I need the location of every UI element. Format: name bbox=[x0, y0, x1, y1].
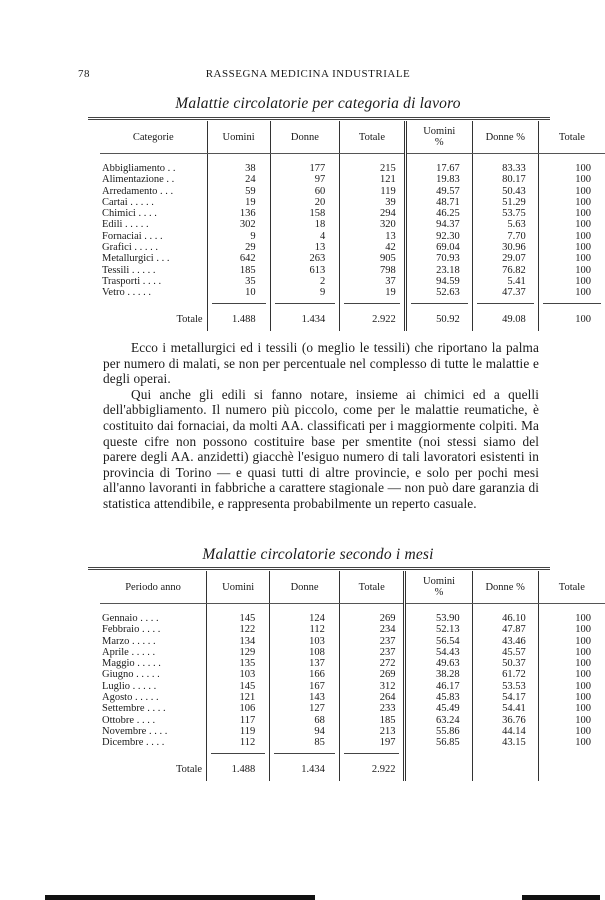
col-header-donne-pct-label: Donne % bbox=[485, 581, 525, 593]
col-header-periodo: Periodo anno bbox=[100, 571, 207, 604]
cell-totale: 197 bbox=[339, 737, 405, 748]
cell-donne: 167 bbox=[270, 681, 340, 692]
cell-uomini-pct: 19.83 bbox=[405, 174, 472, 185]
cell-uomini-pct: 56.54 bbox=[405, 636, 472, 647]
cell-donne-pct: 76.82 bbox=[472, 265, 538, 276]
cell-donne-pct: 50.43 bbox=[472, 186, 538, 197]
cell-totale: 237 bbox=[339, 636, 405, 647]
cell-donne: 112 bbox=[270, 624, 340, 635]
cell-uomini-pct: 46.25 bbox=[405, 208, 472, 219]
cell-uomini-pct: 17.67 bbox=[405, 154, 472, 175]
cell-donne-pct: 43.15 bbox=[472, 737, 538, 748]
table-row bbox=[100, 219, 605, 230]
cell-donne-pct: 7.70 bbox=[472, 231, 538, 242]
total-totale: 2.922 bbox=[340, 299, 406, 331]
cell-uomini-pct: 70.93 bbox=[405, 253, 472, 264]
row-label: Giugno . . . . . bbox=[102, 669, 160, 681]
cell-totale: 215 bbox=[340, 154, 406, 175]
cell-totale-pct: 100 bbox=[538, 726, 605, 737]
cell-totale-pct: 100 bbox=[538, 658, 605, 669]
col-header-uomini-pct bbox=[405, 571, 472, 604]
cell-totale-pct: 100 bbox=[538, 692, 605, 703]
cell-uomini-pct: 49.63 bbox=[405, 658, 472, 669]
cell-donne-pct: 47.87 bbox=[472, 624, 538, 635]
cell-totale-pct: 100 bbox=[538, 208, 605, 219]
cell-donne-pct: 54.41 bbox=[472, 703, 538, 714]
cell-donne-pct: 53.53 bbox=[472, 681, 538, 692]
total-uomini: 1.488 bbox=[207, 299, 270, 331]
cell-totale-pct: 100 bbox=[538, 265, 605, 276]
cell-uomini-pct: 46.17 bbox=[405, 681, 472, 692]
col-header-donne-pct bbox=[472, 571, 538, 604]
cell-donne: 97 bbox=[270, 174, 340, 185]
cell-donne-pct: 61.72 bbox=[472, 669, 538, 680]
cell-donne: 124 bbox=[270, 604, 340, 625]
col-header-categorie: Categorie bbox=[100, 121, 207, 154]
col-header-donne-pct-label: Donne % bbox=[485, 131, 525, 143]
cell-totale: 39 bbox=[340, 197, 406, 208]
cell-uomini-pct: 45.49 bbox=[405, 703, 472, 714]
cell-totale-pct: 100 bbox=[538, 253, 605, 264]
cell-uomini: 121 bbox=[207, 692, 270, 703]
cell-totale: 13 bbox=[340, 231, 406, 242]
total-totale-pct: 100 bbox=[538, 299, 605, 331]
cell-totale: 233 bbox=[339, 703, 405, 714]
cell-uomini: 145 bbox=[207, 681, 270, 692]
cell-uomini-pct: 55.86 bbox=[405, 726, 472, 737]
row-label: Cartai . . . . . bbox=[102, 196, 154, 208]
cell-totale: 37 bbox=[340, 276, 406, 287]
row-label: Vetro . . . . . bbox=[102, 287, 151, 299]
cell-uomini-pct: 52.13 bbox=[405, 624, 472, 635]
table-row bbox=[100, 265, 605, 276]
cell-totale-pct: 100 bbox=[538, 174, 605, 185]
cell-donne: 166 bbox=[270, 669, 340, 680]
cell-uomini: 35 bbox=[207, 276, 270, 287]
cell-totale-pct: 100 bbox=[538, 186, 605, 197]
cell-totale-pct: 100 bbox=[538, 681, 605, 692]
cell-uomini-pct: 52.63 bbox=[405, 287, 472, 298]
row-label: Marzo . . . . . bbox=[102, 635, 156, 647]
table-row bbox=[100, 174, 605, 185]
table-row bbox=[100, 658, 605, 669]
row-label: Fornaciai . . . . bbox=[102, 230, 163, 242]
cell-donne: 85 bbox=[270, 737, 340, 748]
cell-donne-pct: 54.17 bbox=[472, 692, 538, 703]
table-row bbox=[100, 624, 605, 635]
row-label: Trasporti . . . . bbox=[102, 275, 162, 287]
col-header-uomini: Uomini bbox=[207, 121, 270, 154]
cell-donne-pct: 53.75 bbox=[472, 208, 538, 219]
row-label: Edili . . . . . bbox=[102, 219, 149, 231]
table-row bbox=[100, 692, 605, 703]
cell-uomini: 134 bbox=[207, 636, 270, 647]
table-row bbox=[100, 154, 605, 175]
cell-uomini-pct: 63.24 bbox=[405, 715, 472, 726]
paragraph-1: Ecco i metallurgici ed i tessili (o meglio le tessili) che riportano la palma per numero di malati, se non per percentuale nel complesso di tutte le malattie e degli operai. bbox=[103, 340, 539, 387]
row-label: Dicembre . . . . bbox=[102, 737, 165, 749]
cell-totale-pct: 100 bbox=[538, 242, 605, 253]
cell-totale-pct: 100 bbox=[538, 231, 605, 242]
cell-donne: 13 bbox=[270, 242, 340, 253]
cell-totale-pct: 100 bbox=[538, 737, 605, 748]
cell-uomini: 10 bbox=[207, 287, 270, 298]
cell-totale: 272 bbox=[339, 658, 405, 669]
cell-uomini-pct: 94.59 bbox=[405, 276, 472, 287]
col-header-donne-pct bbox=[472, 121, 538, 154]
cell-totale: 213 bbox=[339, 726, 405, 737]
total-uomini-pct bbox=[405, 749, 472, 781]
row-label: Luglio . . . . . bbox=[102, 680, 157, 692]
table-row bbox=[100, 636, 605, 647]
table-row bbox=[100, 242, 605, 253]
table-header-row bbox=[100, 121, 605, 154]
cell-uomini: 112 bbox=[207, 737, 270, 748]
cell-totale-pct: 100 bbox=[538, 647, 605, 658]
body-text bbox=[103, 340, 539, 512]
row-label: Ottobre . . . . bbox=[102, 714, 156, 726]
cell-totale: 185 bbox=[339, 715, 405, 726]
table-row bbox=[100, 737, 605, 748]
total-row bbox=[100, 749, 605, 781]
cell-totale-pct: 100 bbox=[538, 624, 605, 635]
cell-totale-pct: 100 bbox=[538, 703, 605, 714]
col-header-uomini-pct-label: Uomini % bbox=[422, 576, 456, 598]
table-row bbox=[100, 186, 605, 197]
cell-uomini: 103 bbox=[207, 669, 270, 680]
cell-donne: 613 bbox=[270, 265, 340, 276]
row-label: Alimentazione . . bbox=[102, 174, 175, 186]
cell-donne: 60 bbox=[270, 186, 340, 197]
row-label: Gennaio . . . . bbox=[102, 613, 159, 624]
cell-uomini: 136 bbox=[207, 208, 270, 219]
cell-donne-pct: 44.14 bbox=[472, 726, 538, 737]
cell-donne-pct: 51.29 bbox=[472, 197, 538, 208]
table-by-category bbox=[100, 121, 605, 331]
col-header-donne: Donne bbox=[270, 571, 340, 604]
cell-donne-pct: 45.57 bbox=[472, 647, 538, 658]
cell-uomini: 135 bbox=[207, 658, 270, 669]
total-donne: 1.434 bbox=[270, 299, 340, 331]
cell-totale: 269 bbox=[339, 604, 405, 625]
row-label: Abbigliamento . . bbox=[102, 163, 176, 174]
cell-totale: 234 bbox=[339, 624, 405, 635]
table-row bbox=[100, 197, 605, 208]
row-label: Maggio . . . . . bbox=[102, 658, 161, 670]
total-label: Totale bbox=[176, 313, 203, 325]
table-row bbox=[100, 231, 605, 242]
row-label: Metallurgici . . . bbox=[102, 253, 170, 265]
row-label: Febbraio . . . . bbox=[102, 624, 161, 636]
table-row bbox=[100, 604, 605, 625]
table-header-row bbox=[100, 571, 605, 604]
cell-totale-pct: 100 bbox=[538, 636, 605, 647]
cell-totale: 121 bbox=[340, 174, 406, 185]
cell-uomini: 24 bbox=[207, 174, 270, 185]
cell-donne: 68 bbox=[270, 715, 340, 726]
cell-uomini: 129 bbox=[207, 647, 270, 658]
total-donne: 1.434 bbox=[270, 749, 340, 781]
cell-donne-pct: 50.37 bbox=[472, 658, 538, 669]
table-by-month bbox=[100, 571, 605, 781]
paragraph-2: Qui anche gli edili si fanno notare, insieme ai chimici ed a quelli dell'abbigliamento. Il numero più piccolo, come per le malattie reumatiche, è costituito dai fornaciai, da molti AA. classificati per i maggiormente colpiti. Ma queste cifre non possono costituire base per smentite (noi stessi siamo del parere degli AA. anzidetti) giacchè l'esiguo numero di tali lavoratori esistenti in provincia di Torino — e quasi tutti di altre provincie, e solo per pochi mesi all'anno lavoranti in fabbriche a carattere stagionale — non può dare garanzia di statistica attendibile, e rappresenta probabilmente un reperto casuale. bbox=[103, 386, 539, 511]
cell-uomini: 59 bbox=[207, 186, 270, 197]
cell-uomini: 642 bbox=[207, 253, 270, 264]
cell-totale: 798 bbox=[340, 265, 406, 276]
table-row bbox=[100, 287, 605, 298]
table-row bbox=[100, 276, 605, 287]
col-header-totale: Totale bbox=[339, 571, 405, 604]
cell-uomini: 119 bbox=[207, 726, 270, 737]
row-label: Novembre . . . . bbox=[102, 725, 168, 737]
table2-top-rule bbox=[88, 567, 550, 570]
cell-totale-pct: 100 bbox=[538, 219, 605, 230]
total-donne-pct bbox=[472, 749, 538, 781]
cell-uomini-pct: 94.37 bbox=[405, 219, 472, 230]
cell-uomini-pct: 49.57 bbox=[405, 186, 472, 197]
cell-totale-pct: 100 bbox=[538, 604, 605, 625]
col-header-donne: Donne bbox=[270, 121, 340, 154]
cell-uomini-pct: 23.18 bbox=[405, 265, 472, 276]
cell-donne-pct: 80.17 bbox=[472, 174, 538, 185]
cell-uomini: 29 bbox=[207, 242, 270, 253]
table-row bbox=[100, 253, 605, 264]
cell-uomini-pct: 53.90 bbox=[405, 604, 472, 625]
cell-donne: 20 bbox=[270, 197, 340, 208]
cell-totale-pct: 100 bbox=[538, 715, 605, 726]
cell-totale: 264 bbox=[339, 692, 405, 703]
total-uomini-pct: 50.92 bbox=[405, 299, 472, 331]
table-row bbox=[100, 715, 605, 726]
cell-donne-pct: 46.10 bbox=[472, 604, 538, 625]
col-header-totale-pct: Totale bbox=[538, 571, 605, 604]
cell-donne: 177 bbox=[270, 154, 340, 175]
total-donne-pct: 49.08 bbox=[472, 299, 538, 331]
cell-donne: 9 bbox=[270, 287, 340, 298]
cell-donne-pct: 5.63 bbox=[472, 219, 538, 230]
row-label: Arredamento . . . bbox=[102, 185, 174, 197]
cell-totale: 320 bbox=[340, 219, 406, 230]
cell-uomini: 9 bbox=[207, 231, 270, 242]
table2-caption: Malattie circolatorie secondo i mesi bbox=[202, 546, 434, 563]
cell-donne: 18 bbox=[270, 219, 340, 230]
cell-totale: 294 bbox=[340, 208, 406, 219]
cell-totale-pct: 100 bbox=[538, 287, 605, 298]
total-label: Totale bbox=[175, 763, 203, 775]
cell-uomini-pct: 45.83 bbox=[405, 692, 472, 703]
cell-donne-pct: 83.33 bbox=[472, 154, 538, 175]
cell-donne: 2 bbox=[270, 276, 340, 287]
col-header-totale: Totale bbox=[340, 121, 406, 154]
cell-uomini: 117 bbox=[207, 715, 270, 726]
total-totale: 2.922 bbox=[339, 749, 405, 781]
scan-edge-shadow bbox=[45, 895, 315, 900]
cell-uomini-pct: 54.43 bbox=[405, 647, 472, 658]
cell-totale: 19 bbox=[340, 287, 406, 298]
scan-edge-shadow bbox=[522, 895, 600, 900]
row-label: Settembre . . . . bbox=[102, 703, 166, 715]
cell-totale: 269 bbox=[339, 669, 405, 680]
cell-donne-pct: 30.96 bbox=[472, 242, 538, 253]
table-row bbox=[100, 726, 605, 737]
cell-donne-pct: 47.37 bbox=[472, 287, 538, 298]
cell-donne: 4 bbox=[270, 231, 340, 242]
cell-uomini: 122 bbox=[207, 624, 270, 635]
cell-totale-pct: 100 bbox=[538, 154, 605, 175]
cell-donne-pct: 5.41 bbox=[472, 276, 538, 287]
cell-uomini: 145 bbox=[207, 604, 270, 625]
journal-title: RASSEGNA MEDICINA INDUSTRIALE bbox=[205, 68, 411, 80]
cell-donne: 137 bbox=[270, 658, 340, 669]
cell-totale: 237 bbox=[339, 647, 405, 658]
cell-donne-pct: 36.76 bbox=[472, 715, 538, 726]
cell-donne: 158 bbox=[270, 208, 340, 219]
total-row bbox=[100, 299, 605, 331]
cell-donne: 103 bbox=[270, 636, 340, 647]
col-header-uomini: Uomini bbox=[207, 571, 270, 604]
table1-caption: Malattie circolatorie per categoria di lavoro bbox=[175, 95, 461, 112]
cell-donne: 108 bbox=[270, 647, 340, 658]
cell-totale: 119 bbox=[340, 186, 406, 197]
table-row bbox=[100, 647, 605, 658]
cell-donne: 263 bbox=[270, 253, 340, 264]
cell-donne: 143 bbox=[270, 692, 340, 703]
cell-totale: 42 bbox=[340, 242, 406, 253]
cell-uomini-pct: 48.71 bbox=[405, 197, 472, 208]
table-row bbox=[100, 208, 605, 219]
cell-uomini-pct: 69.04 bbox=[405, 242, 472, 253]
table-row bbox=[100, 681, 605, 692]
row-label: Chimici . . . . bbox=[102, 208, 157, 220]
cell-donne: 127 bbox=[270, 703, 340, 714]
cell-uomini: 106 bbox=[207, 703, 270, 714]
cell-totale-pct: 100 bbox=[538, 669, 605, 680]
cell-uomini-pct: 56.85 bbox=[405, 737, 472, 748]
total-totale-pct bbox=[538, 749, 605, 781]
cell-uomini: 185 bbox=[207, 265, 270, 276]
row-label: Grafici . . . . . bbox=[102, 242, 158, 254]
total-uomini: 1.488 bbox=[207, 749, 270, 781]
cell-totale: 312 bbox=[339, 681, 405, 692]
cell-donne-pct: 43.46 bbox=[472, 636, 538, 647]
table-row bbox=[100, 669, 605, 680]
cell-donne-pct: 29.07 bbox=[472, 253, 538, 264]
row-label: Tessili . . . . . bbox=[102, 264, 156, 276]
page-number: 78 bbox=[78, 68, 90, 80]
cell-totale: 905 bbox=[340, 253, 406, 264]
cell-uomini: 302 bbox=[207, 219, 270, 230]
cell-totale-pct: 100 bbox=[538, 276, 605, 287]
cell-totale-pct: 100 bbox=[538, 197, 605, 208]
table1-top-rule bbox=[88, 117, 550, 120]
cell-uomini-pct: 38.28 bbox=[405, 669, 472, 680]
row-label: Aprile . . . . . bbox=[102, 646, 156, 658]
cell-donne: 94 bbox=[270, 726, 340, 737]
cell-uomini: 38 bbox=[207, 154, 270, 175]
row-label: Agosto . . . . . bbox=[102, 692, 159, 704]
cell-uomini: 19 bbox=[207, 197, 270, 208]
table-row bbox=[100, 703, 605, 714]
col-header-uomini-pct-label: Uomini % bbox=[423, 126, 456, 148]
cell-uomini-pct: 92.30 bbox=[405, 231, 472, 242]
col-header-totale-pct: Totale bbox=[538, 121, 605, 154]
col-header-uomini-pct bbox=[405, 121, 472, 154]
